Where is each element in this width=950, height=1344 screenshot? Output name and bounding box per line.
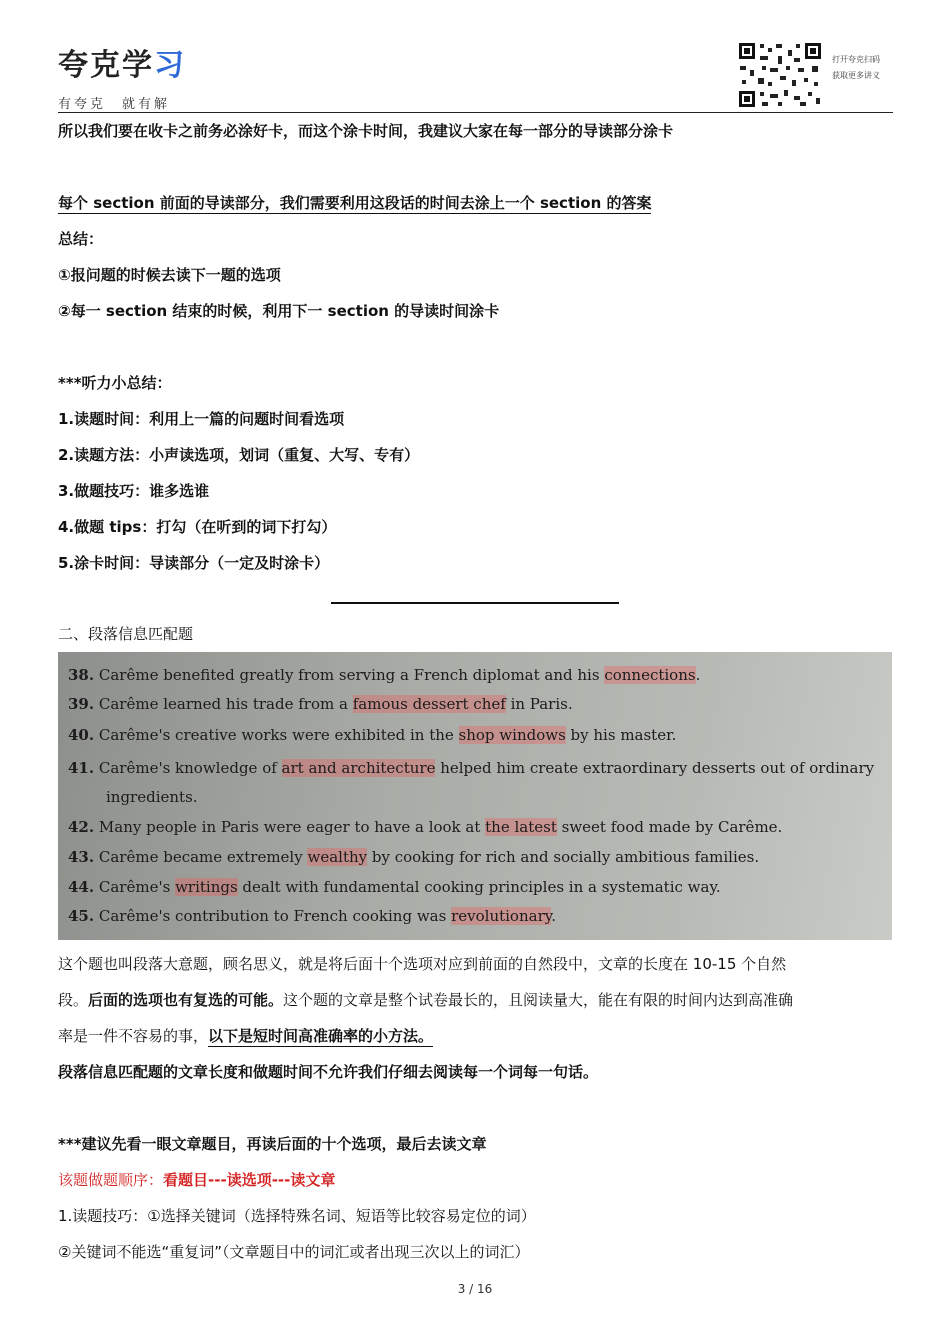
photo-question-line: 42. Many people in Paris were eager to have a look at the latest sweet food made by Carême.	[68, 818, 783, 836]
paragraph-intro: 这个题也叫段落大意题，顾名思义，就是将后面十个选项对应到前面的自然段中，文章的长度在 10-15 个自然 段。后面的选项也有复选的可能。这个题的文章是整个试卷最长的，且阅读量大，能在有限的时间内达到高准确 率是一件不容易的事，以下是短时间高准确率的小方法。 段落信息匹配题的文章长度和做题时间不允许我们仔细去阅读每一个词每一句话。	[58, 955, 794, 1081]
text-line: 5.涂卡时间：导读部分（一定及时涂卡）	[58, 554, 330, 572]
brand-logo: 夸克学习	[58, 48, 186, 83]
header-rule	[58, 112, 893, 113]
section-divider	[331, 602, 619, 604]
question-photo	[58, 652, 892, 940]
photo-question-line: 38. Carême benefited greatly from serving a French diplomat and his connections.	[68, 666, 701, 684]
text-line: ***建议先看一眼文章题目，再读后面的十个选项，最后去读文章	[58, 1135, 487, 1153]
text-line: ②每一 section 结束的时候，利用下一 section 的导读时间涂卡	[58, 302, 500, 320]
text-line: 4.做题 tips：打勾（在听到的词下打勾）	[58, 518, 337, 536]
section-title: 二、段落信息匹配题	[58, 625, 194, 643]
photo-question-line: 45. Carême's contribution to French cooking was revolutionary.	[68, 907, 556, 925]
text-line: 1.读题技巧：①选择关键词（选择特殊名词、短语等比较容易定位的词）	[58, 1207, 536, 1225]
photo-question-line: ingredients.	[106, 788, 198, 806]
text-line: 该题做题顺序：看题目---读选项---读文章	[58, 1171, 336, 1189]
text-line: 3.做题技巧：谁多选谁	[58, 482, 210, 500]
text-line: 所以我们要在收卡之前务必涂好卡，而这个涂卡时间，我建议大家在每一部分的导读部分涂卡	[58, 122, 674, 140]
text-line: 2.读题方法：小声读选项，划词（重复、大写、专有）	[58, 446, 420, 464]
photo-question-line: 41. Carême's knowledge of art and architecture helped him create extraordinary desserts out of ordinary	[68, 759, 875, 777]
text-line: ②关键词不能选“重复词”（文章题目中的词汇或者出现三次以上的词汇）	[58, 1243, 530, 1261]
text-line: 总结：	[58, 230, 104, 248]
page-number: 3 / 16	[457, 1282, 493, 1296]
text-line: ①报问题的时候去读下一题的选项	[58, 266, 281, 284]
text-line: 1.读题时间：利用上一篇的问题时间看选项	[58, 410, 345, 428]
qr-code-icon	[738, 42, 822, 108]
photo-question-line: 39. Carême learned his trade from a famous dessert chef in Paris.	[68, 695, 573, 713]
photo-question-line: 40. Carême's creative works were exhibited in the shop windows by his master.	[68, 726, 677, 744]
photo-question-line: 44. Carême's writings dealt with fundamental cooking principles in a systematic way.	[68, 878, 721, 896]
qr-caption: 打开夸克扫码 获取更多讲义	[832, 55, 880, 80]
brand-tagline: 有夸克 就有解	[58, 97, 171, 112]
photo-question-line: 43. Carême became extremely wealthy by cooking for rich and socially ambitious families.	[68, 848, 760, 866]
text-line: ***听力小总结：	[58, 374, 172, 392]
text-line: 每个 section 前面的导读部分，我们需要利用这段话的时间去涂上一个 section 的答案	[58, 194, 652, 212]
page-header	[0, 0, 950, 112]
